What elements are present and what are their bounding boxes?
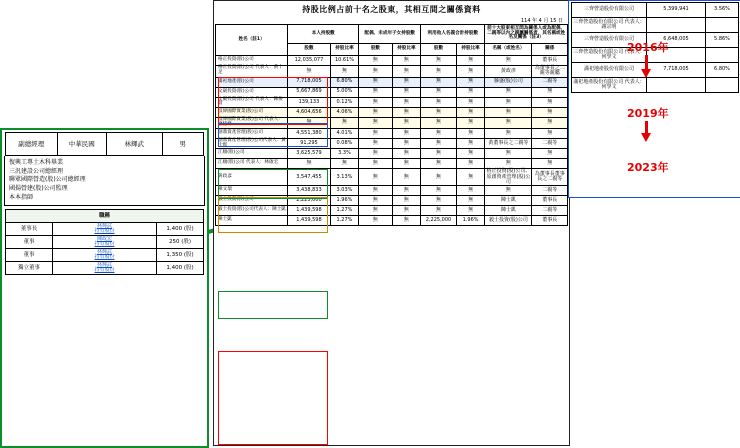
right-panel-shares: 5,399,941 bbox=[647, 3, 706, 18]
cell-self-shares: 無 bbox=[288, 66, 330, 78]
officer-biography bbox=[4, 156, 205, 206]
cell-self-pct: 無 bbox=[330, 66, 359, 78]
holder-quantity: 1,400 (股) bbox=[157, 262, 204, 275]
table-row bbox=[216, 77, 568, 87]
cell-name: 滿祀地產(股)公司 bbox=[216, 77, 288, 87]
holder-shares-link[interactable]: 持有股份 bbox=[94, 254, 115, 261]
cell-name: 江順(股)公司 bbox=[216, 149, 288, 159]
holder-name-link[interactable]: 林輝武 bbox=[96, 223, 112, 230]
col-rel-name: 名稱（或姓名） bbox=[485, 43, 532, 55]
cell-name: 毅士投資(股)公司 bbox=[216, 196, 288, 206]
holdings-header: 職稱 bbox=[6, 210, 204, 223]
holdings-header-row bbox=[6, 210, 204, 223]
right-panel-pct: 5.86% bbox=[706, 33, 739, 48]
cell-self-shares: 4,604,656 bbox=[288, 108, 330, 118]
officer-row bbox=[6, 133, 204, 156]
cell-nominee-pct: 無 bbox=[456, 66, 485, 78]
right-panel-company-name: 三齊營造股份有限公司 代表人：何學文 bbox=[572, 48, 647, 63]
cell-nominee-shares: 無 bbox=[421, 169, 457, 186]
cell-self-pct: 0.08% bbox=[330, 138, 359, 149]
cell-nominee-pct: 無 bbox=[456, 138, 485, 149]
table-row bbox=[216, 56, 568, 66]
table-row bbox=[216, 97, 568, 108]
cell-self-shares: 無 bbox=[288, 159, 330, 169]
officer-name: 林輝武 bbox=[107, 133, 163, 156]
cell-rel-name: 毅士投資(股)公司 bbox=[485, 216, 532, 226]
cell-spouse-pct: 無 bbox=[392, 169, 421, 186]
cell-rel-name: 無 bbox=[485, 159, 532, 169]
cell-spouse-pct: 無 bbox=[392, 216, 421, 226]
table-row bbox=[216, 216, 568, 226]
cell-spouse-shares: 無 bbox=[359, 97, 392, 108]
holder-quantity: 250 (股) bbox=[157, 236, 204, 249]
cell-nominee-pct: 1.96% bbox=[456, 216, 485, 226]
cell-nominee-pct: 無 bbox=[456, 56, 485, 66]
officer-gender: 男 bbox=[162, 133, 203, 156]
cell-name: 陳士凱 bbox=[216, 216, 288, 226]
cell-spouse-shares: 無 bbox=[359, 149, 392, 159]
holder-shares-link[interactable]: 持有股份 bbox=[94, 267, 115, 274]
holder-quantity: 1,400 (股) bbox=[157, 223, 204, 236]
cell-rel-relation: 無 bbox=[532, 118, 568, 129]
highlight-box-green-2 bbox=[218, 291, 328, 319]
cell-nominee-pct: 無 bbox=[456, 118, 485, 129]
officer-row-table bbox=[5, 132, 204, 156]
cell-nominee-pct: 無 bbox=[456, 186, 485, 196]
cell-spouse-shares: 無 bbox=[359, 138, 392, 149]
table-header-row bbox=[216, 25, 568, 44]
right-panel-shares bbox=[647, 18, 706, 33]
right-panel-company-name: 三齊營造股份有限公司 bbox=[572, 3, 647, 18]
holder-role: 董事 bbox=[6, 236, 53, 249]
cell-rel-relation: 二親等 bbox=[532, 138, 568, 149]
cell-self-pct: 1.96% bbox=[330, 196, 359, 206]
col-shares-3: 股數 bbox=[421, 43, 457, 55]
holder-links bbox=[53, 249, 157, 262]
cell-name: 創鼎資產管理(股)公司代表人：黃士群 bbox=[216, 138, 288, 149]
cell-spouse-shares: 無 bbox=[359, 186, 392, 196]
bio-line: 國揚營建(股)公司監理 bbox=[9, 185, 68, 193]
cell-nominee-shares: 無 bbox=[421, 186, 457, 196]
cell-rel-name: 無 bbox=[485, 56, 532, 66]
holder-name-link[interactable]: 林輝武 bbox=[96, 249, 112, 256]
cell-nominee-pct: 無 bbox=[456, 159, 485, 169]
cell-spouse-shares: 無 bbox=[359, 108, 392, 118]
col-pct-2: 持股比率 bbox=[392, 43, 421, 55]
cell-nominee-shares: 無 bbox=[421, 97, 457, 108]
cell-rel-relation: 二親等 bbox=[532, 77, 568, 87]
cell-nominee-pct: 無 bbox=[456, 149, 485, 159]
year-label-2023: 2023年 bbox=[627, 161, 669, 174]
cell-spouse-shares: 無 bbox=[359, 77, 392, 87]
cell-self-pct: 6.80% bbox=[330, 77, 359, 87]
cell-nominee-shares: 無 bbox=[421, 128, 457, 138]
cell-rel-relation: 無 bbox=[532, 159, 568, 169]
bio-line: 聯眾國際營造(股)公司總經理 bbox=[9, 176, 86, 184]
cell-spouse-shares: 無 bbox=[359, 216, 392, 226]
holder-role: 獨立董事 bbox=[6, 262, 53, 275]
cell-nominee-shares: 無 bbox=[421, 118, 457, 129]
cell-spouse-shares: 無 bbox=[359, 87, 392, 97]
right-panel-shares bbox=[647, 78, 706, 93]
holder-quantity: 1,350 (股) bbox=[157, 249, 204, 262]
cell-self-pct: 3.13% bbox=[330, 169, 359, 186]
cell-spouse-pct: 無 bbox=[392, 128, 421, 138]
cell-rel-relation: 為董事長之二親等親屬 bbox=[532, 66, 568, 78]
right-panel-row bbox=[572, 78, 739, 93]
left-profile-panel bbox=[0, 128, 209, 448]
cell-self-pct: 4.01% bbox=[330, 128, 359, 138]
cell-spouse-pct: 無 bbox=[392, 149, 421, 159]
cell-self-shares: 91,295 bbox=[288, 138, 330, 149]
cell-name: 江順(股)公司 代表人：林啟宏 bbox=[216, 159, 288, 169]
red-arrow-2 bbox=[641, 133, 651, 142]
cell-spouse-pct: 無 bbox=[392, 186, 421, 196]
cell-nominee-shares: 無 bbox=[421, 149, 457, 159]
col-rel-rel: 關係 bbox=[532, 43, 568, 55]
table-row bbox=[216, 196, 568, 206]
cell-rel-relation: 無 bbox=[532, 97, 568, 108]
col-relation-group: 前十大股東相互間為關係人或為配偶、二親等以內之親屬關係者，其名稱或姓名及關係（註3） bbox=[485, 25, 568, 44]
cell-name: 格正投資(股)公司 代表人：黃十足 bbox=[216, 66, 288, 78]
cell-rel-relation: 董事長 bbox=[532, 196, 568, 206]
right-panel-company-name: 滿祀地產股份有限公司 bbox=[572, 63, 647, 78]
cell-rel-name: 無 bbox=[485, 108, 532, 118]
col-nominee: 利用他人名義合計持股數 bbox=[421, 25, 485, 44]
cell-spouse-pct: 無 bbox=[392, 66, 421, 78]
table-row bbox=[216, 138, 568, 149]
col-shares-1: 股數 bbox=[288, 43, 330, 55]
cell-nominee-shares: 無 bbox=[421, 159, 457, 169]
cell-self-pct: 無 bbox=[330, 159, 359, 169]
cell-self-pct: 3.3% bbox=[330, 149, 359, 159]
right-panel-company-name: 三齊營造股份有限公司 代表人：謝宗明 bbox=[572, 18, 647, 33]
right-panel-pct bbox=[706, 78, 739, 93]
col-pct-3: 持股比率 bbox=[456, 43, 485, 55]
cell-nominee-shares: 無 bbox=[421, 108, 457, 118]
cell-rel-relation: 二親等 bbox=[532, 206, 568, 216]
cell-self-shares: 3,625,579 bbox=[288, 149, 330, 159]
red-arrow-1 bbox=[641, 69, 651, 78]
cell-self-pct: 1.27% bbox=[330, 216, 359, 226]
cell-nominee-shares: 無 bbox=[421, 66, 457, 78]
report-date: 114 年 4 月 15 日 bbox=[520, 18, 563, 24]
right-panel-shares: 7,718,005 bbox=[647, 63, 706, 78]
cell-nominee-shares: 無 bbox=[421, 87, 457, 97]
table-row bbox=[216, 149, 568, 159]
cell-self-pct: 4.06% bbox=[330, 108, 359, 118]
cell-rel-name: 黃政彥 bbox=[485, 66, 532, 78]
cell-self-pct: 無 bbox=[330, 118, 359, 129]
cell-rel-relation: 二親等 bbox=[532, 186, 568, 196]
cell-nominee-pct: 無 bbox=[456, 128, 485, 138]
right-panel-row bbox=[572, 18, 739, 33]
holder-shares-link[interactable]: 持有股份 bbox=[94, 228, 115, 235]
cell-nominee-pct: 無 bbox=[456, 97, 485, 108]
table-body bbox=[216, 56, 568, 226]
cell-self-shares: 3,438,833 bbox=[288, 186, 330, 196]
cell-name: 創鼎資產管理(股)公司 bbox=[216, 128, 288, 138]
cell-rel-name: 無 bbox=[485, 87, 532, 97]
cell-spouse-pct: 無 bbox=[392, 56, 421, 66]
cell-self-shares: 12,035,077 bbox=[288, 56, 330, 66]
table-row bbox=[216, 206, 568, 216]
cell-spouse-pct: 無 bbox=[392, 138, 421, 149]
cell-nominee-shares: 無 bbox=[421, 196, 457, 206]
cell-nominee-shares: 無 bbox=[421, 138, 457, 149]
shareholder-table bbox=[215, 24, 568, 226]
cell-nominee-pct: 無 bbox=[456, 206, 485, 216]
col-shares-2: 股數 bbox=[359, 43, 392, 55]
right-panel-row bbox=[572, 3, 739, 18]
cell-rel-relation: 為董事長董事長之二親等 bbox=[532, 169, 568, 186]
cell-nominee-shares: 無 bbox=[421, 56, 457, 66]
cell-name: 技偉國際實業(股)公司 代表人：廖桂峰 bbox=[216, 118, 288, 129]
cell-rel-name: 無 bbox=[485, 128, 532, 138]
cell-self-pct: 3.03% bbox=[330, 186, 359, 196]
cell-name: 格正投資(股)公司 bbox=[216, 56, 288, 66]
cell-self-shares: 1,439,598 bbox=[288, 206, 330, 216]
cell-rel-name: 陳士凱 bbox=[485, 206, 532, 216]
cell-rel-relation: 董事長 bbox=[532, 56, 568, 66]
bio-line: 本本指師 bbox=[9, 193, 34, 201]
holder-role: 董事 bbox=[6, 249, 53, 262]
cell-self-shares: 4,551,380 bbox=[288, 128, 330, 138]
cell-spouse-pct: 無 bbox=[392, 206, 421, 216]
list-item bbox=[6, 249, 204, 262]
holdings-table bbox=[5, 209, 204, 275]
cell-rel-relation: 無 bbox=[532, 149, 568, 159]
cell-self-shares: 3,547,455 bbox=[288, 169, 330, 186]
cell-spouse-shares: 無 bbox=[359, 196, 392, 206]
table-row bbox=[216, 87, 568, 97]
cell-nominee-pct: 無 bbox=[456, 87, 485, 97]
cell-spouse-pct: 無 bbox=[392, 108, 421, 118]
cell-rel-name: 無 bbox=[485, 186, 532, 196]
cell-nominee-pct: 無 bbox=[456, 196, 485, 206]
table-row bbox=[216, 128, 568, 138]
holder-links bbox=[53, 236, 157, 249]
cell-rel-relation: 董事長 bbox=[532, 216, 568, 226]
holder-links bbox=[53, 262, 157, 275]
table-row bbox=[216, 169, 568, 186]
highlight-box-bottom-red bbox=[218, 351, 328, 445]
cell-self-pct: 1.27% bbox=[330, 206, 359, 216]
cell-nominee-pct: 無 bbox=[456, 169, 485, 186]
cell-name: 陳文瑞 bbox=[216, 186, 288, 196]
cell-name: 黃政彥 bbox=[216, 169, 288, 186]
cell-rel-name: 格正投資(股)公司、原創資產管理(股)公司 bbox=[486, 168, 531, 185]
cell-rel-relation: 無 bbox=[532, 108, 568, 118]
col-name: 姓名（註1） bbox=[216, 25, 288, 56]
holder-shares-link[interactable]: 持有股份 bbox=[94, 241, 115, 248]
col-pct-1: 持股比率 bbox=[330, 43, 359, 55]
cell-spouse-shares: 無 bbox=[359, 118, 392, 129]
right-panel-pct bbox=[706, 18, 739, 33]
year-label-2019: 2019年 bbox=[627, 107, 669, 120]
cell-spouse-pct: 無 bbox=[392, 196, 421, 206]
main-shareholder-document bbox=[213, 0, 570, 446]
cell-spouse-shares: 無 bbox=[359, 159, 392, 169]
officer-nationality: 中華民國 bbox=[57, 133, 107, 156]
cell-rel-name: 無 bbox=[485, 97, 532, 108]
table-row bbox=[216, 118, 568, 129]
cell-name: 技偉國際實業(股)公司 bbox=[216, 108, 288, 118]
list-item bbox=[6, 236, 204, 249]
right-panel-company-name: 滿祀地產股份有限公司 代表人：何學文 bbox=[572, 78, 647, 93]
right-detail-panel bbox=[568, 0, 740, 198]
list-item bbox=[6, 223, 204, 236]
cell-spouse-pct: 無 bbox=[392, 118, 421, 129]
cell-spouse-pct: 無 bbox=[392, 97, 421, 108]
right-panel-company-name: 三齊營造股份有限公司 bbox=[572, 33, 647, 48]
cell-rel-name: 陳士凱 bbox=[485, 196, 532, 206]
cell-nominee-shares: 無 bbox=[421, 77, 457, 87]
cell-spouse-shares: 無 bbox=[359, 66, 392, 78]
year-label-2016: 2016年 bbox=[627, 41, 669, 54]
page-title: 持股比例占前十名之股東，其相互間之關係資料 bbox=[302, 5, 481, 14]
right-panel-row bbox=[572, 63, 739, 78]
cell-self-shares: 無 bbox=[288, 118, 330, 129]
holder-links bbox=[53, 223, 157, 236]
right-panel-pct bbox=[706, 48, 739, 63]
cell-self-shares: 5,667,869 bbox=[288, 87, 330, 97]
cell-spouse-shares: 無 bbox=[359, 206, 392, 216]
cell-spouse-shares: 無 bbox=[359, 128, 392, 138]
cell-nominee-pct: 無 bbox=[456, 77, 485, 87]
bio-line: 復興工專土木科畢業 bbox=[9, 159, 64, 166]
cell-name: 文崴投資(股)公司 bbox=[216, 87, 288, 97]
cell-self-shares: 139,133 bbox=[288, 97, 330, 108]
cell-name: 文崴投資(股)公司 代表人：陳俊賢 bbox=[216, 97, 288, 108]
cell-rel-relation: 無 bbox=[532, 128, 568, 138]
cell-self-pct: 5.00% bbox=[330, 87, 359, 97]
right-panel-shares: 6,648,005 bbox=[647, 33, 706, 48]
table-row bbox=[216, 186, 568, 196]
col-self: 本人持股數 bbox=[288, 25, 359, 44]
cell-rel-name: 藤盛(股)公司 bbox=[485, 77, 532, 87]
cell-self-shares: 2,225,000 bbox=[288, 196, 330, 206]
cell-name: 毅士投資(股)公司代表人：陳士凱 bbox=[216, 206, 288, 216]
cell-spouse-pct: 無 bbox=[392, 87, 421, 97]
bio-line: 三汎建設公司總經理 bbox=[9, 167, 64, 175]
cell-spouse-pct: 無 bbox=[392, 159, 421, 169]
cell-spouse-pct: 無 bbox=[392, 77, 421, 87]
col-spouse: 配偶、未成年子女持股數 bbox=[359, 25, 421, 44]
cell-rel-relation: 無 bbox=[532, 87, 568, 97]
cell-spouse-shares: 無 bbox=[359, 169, 392, 186]
cell-self-pct: 0.12% bbox=[330, 97, 359, 108]
table-row bbox=[216, 66, 568, 78]
holder-name-link[interactable]: 陳政宏 bbox=[96, 236, 112, 243]
cell-rel-name: 無 bbox=[485, 149, 532, 159]
cell-rel-name: 黃董事長之二親等 bbox=[485, 138, 532, 149]
cell-self-pct: 10.61% bbox=[330, 56, 359, 66]
officer-title: 副總經理 bbox=[6, 133, 58, 156]
right-panel-pct: 6.80% bbox=[706, 63, 739, 78]
cell-self-shares: 7,718,005 bbox=[288, 77, 330, 87]
cell-nominee-shares: 2,225,000 bbox=[421, 216, 457, 226]
holder-role: 董事長 bbox=[6, 223, 53, 236]
right-panel-pct: 3.56% bbox=[706, 3, 739, 18]
holder-name-link[interactable]: 林輝武 bbox=[96, 262, 112, 269]
cell-spouse-shares: 無 bbox=[359, 56, 392, 66]
cell-self-shares: 1,439,598 bbox=[288, 216, 330, 226]
cell-rel-name: 無 bbox=[485, 118, 532, 129]
list-item bbox=[6, 262, 204, 275]
cell-nominee-shares: 無 bbox=[421, 206, 457, 216]
cell-nominee-pct: 無 bbox=[456, 108, 485, 118]
